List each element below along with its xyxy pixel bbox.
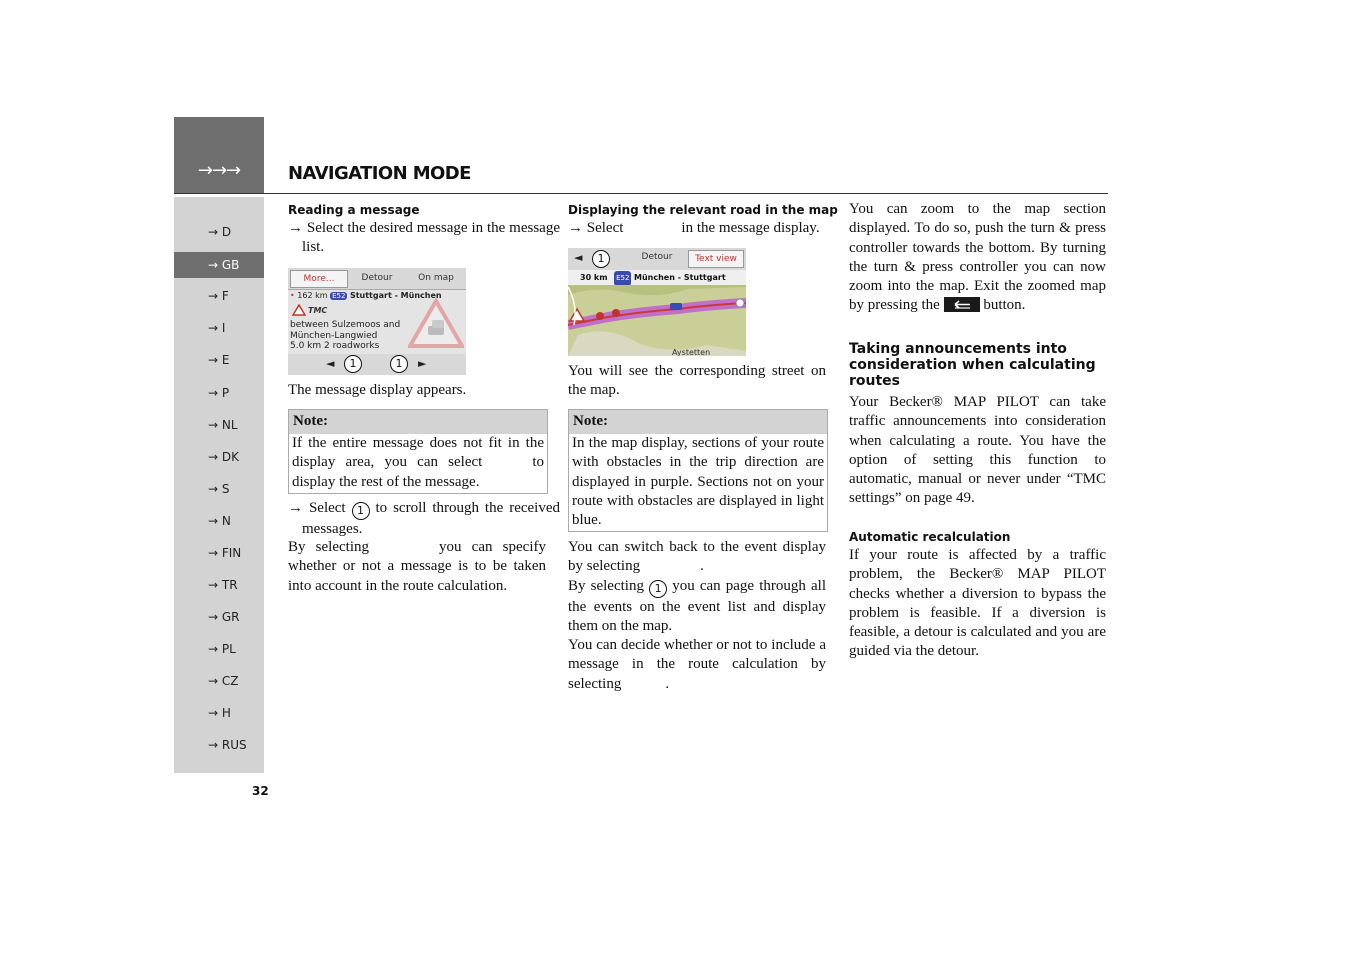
step-scroll-messages: → Select 1 to scroll through the received messages. xyxy=(288,500,560,537)
lang-tab-p[interactable]: → P xyxy=(208,386,230,400)
paragraph-zoom: You can zoom to the map section displayed. To do so, push the turn & press controller towards the bottom. By turning the turn & press controller you can now zoom into the map. Exit the zoomed map by pressing the button. xyxy=(849,201,1106,314)
lang-tab-tr[interactable]: → TR xyxy=(208,578,238,592)
distance-value: 162 km xyxy=(297,291,328,300)
lang-tab-dk[interactable]: → DK xyxy=(208,450,239,464)
on-map-button[interactable]: On map xyxy=(418,273,454,283)
section-heading-reading: Reading a message xyxy=(288,203,420,217)
place-label: Aystetten xyxy=(672,348,711,356)
step-select-on-map: → Select in the message display. xyxy=(568,220,820,236)
lang-tab-gr[interactable]: → GR xyxy=(208,610,240,624)
step-select-message: → Select the desired message in the message list. xyxy=(288,220,560,256)
note-title: Note: xyxy=(289,410,547,434)
note-box-1 xyxy=(288,409,548,494)
more-button[interactable]: More... xyxy=(290,270,348,288)
lang-tab-s[interactable]: → S xyxy=(208,482,230,496)
marker-1: 1 xyxy=(352,502,370,520)
detour-button[interactable]: Detour xyxy=(641,252,673,262)
lang-tab-fin[interactable]: → FIN xyxy=(208,546,242,560)
language-sidebar xyxy=(174,197,264,773)
note-box-2 xyxy=(568,409,828,532)
road-badge: E52 xyxy=(614,271,631,286)
road-badge: E52 xyxy=(332,292,346,300)
tmc-logo: TMC xyxy=(308,306,328,315)
warning-triangle-icon xyxy=(292,304,306,316)
lang-tab-pl[interactable]: → PL xyxy=(208,642,236,656)
page-title: NAVIGATION MODE xyxy=(288,163,471,184)
section-heading-display-road: Displaying the relevant road in the map xyxy=(568,203,838,217)
distance-readout: • 162 km E52 Stuttgart - München xyxy=(290,291,442,300)
back-arrow-icon[interactable]: ◄ xyxy=(574,251,583,264)
marker-1-right: 1 xyxy=(390,355,408,373)
scroll-right-icon[interactable]: ► xyxy=(418,357,427,370)
text-view-button[interactable]: Text view xyxy=(688,250,744,268)
marker-1-map: 1 xyxy=(592,250,610,268)
note-text: In the map display, sections of your route with obstacles in the trip direction are displayed in purple. Sections not on your route with obstacles are displayed in light blue. xyxy=(572,435,824,529)
traffic-jam-sign-icon xyxy=(408,298,464,348)
lang-tab-i[interactable]: → I xyxy=(208,321,226,335)
lang-tab-h[interactable]: → H xyxy=(208,706,231,720)
map-view-screenshot xyxy=(568,248,746,356)
section-heading-recalculation: Automatic recalculation xyxy=(849,530,1011,544)
lang-tab-n[interactable]: → N xyxy=(208,514,231,528)
paragraph-tmc-settings: Your Becker® MAP PILOT can take traffic announcements into consideration when calculating a route. You have the option of setting this function to automatic, manual or never under “TMC settings” on page 49. xyxy=(849,394,1106,507)
scroll-left-icon[interactable]: ◄ xyxy=(326,357,335,370)
header-arrows: →→→ xyxy=(197,160,241,181)
lang-tab-rus[interactable]: → RUS xyxy=(208,738,247,752)
caption-street-on-map: You will see the corresponding street on the map. xyxy=(568,363,826,399)
page-number: 32 xyxy=(252,784,269,798)
lang-tab-e[interactable]: → E xyxy=(208,353,230,367)
paragraph-event-display: You can switch back to the event display by selecting . By selecting 1 you can page through all the events on the event list and display them on the map. You can decide whether or not to include a message in the route calculation by selecting . xyxy=(568,539,826,692)
route-info-bar xyxy=(568,270,746,285)
route-name: München - Stuttgart xyxy=(634,273,726,282)
lang-tab-cz[interactable]: → CZ xyxy=(208,674,239,688)
detour-button[interactable]: Detour xyxy=(361,273,393,283)
message-line-2: München-Langwied xyxy=(290,330,378,341)
message-list-screenshot xyxy=(288,268,466,375)
message-line-3: 5.0 km 2 roadworks xyxy=(290,341,380,351)
header-rule xyxy=(174,193,1108,194)
paragraph-recalculation: If your route is affected by a traffic problem, the Becker® MAP PILOT checks whether a diversion to bypass the problem is feasible. If a diversion is feasible, a detour is calculated and you are guided via the detour. xyxy=(849,547,1106,660)
header-block xyxy=(174,117,264,193)
note-text: If the entire message does not fit in the display area, you can select to display the rest of the message. xyxy=(292,435,544,490)
note-title: Note: xyxy=(569,410,827,434)
distance-value: 30 km xyxy=(580,273,608,282)
lang-tab-gb[interactable]: → GB xyxy=(174,252,264,278)
back-button-icon xyxy=(944,297,980,312)
section-heading-announcements: Taking announcements into consideration when calculating routes xyxy=(849,341,1096,389)
lang-tab-f[interactable]: → F xyxy=(208,289,229,303)
marker-1: 1 xyxy=(649,580,667,598)
marker-1-left: 1 xyxy=(344,355,362,373)
lang-tab-nl[interactable]: → NL xyxy=(208,418,238,432)
lang-tab-d[interactable]: → D xyxy=(208,225,232,239)
caption-message-display: The message display appears. xyxy=(288,382,467,398)
message-line-1: between Sulzemoos and xyxy=(290,320,401,330)
route-name: Stuttgart - München xyxy=(349,291,442,300)
paragraph-detour-choice: By selecting you can specify whether or not a message is to be taken into account in the route calculation. xyxy=(288,539,546,594)
map-canvas[interactable] xyxy=(568,285,746,356)
